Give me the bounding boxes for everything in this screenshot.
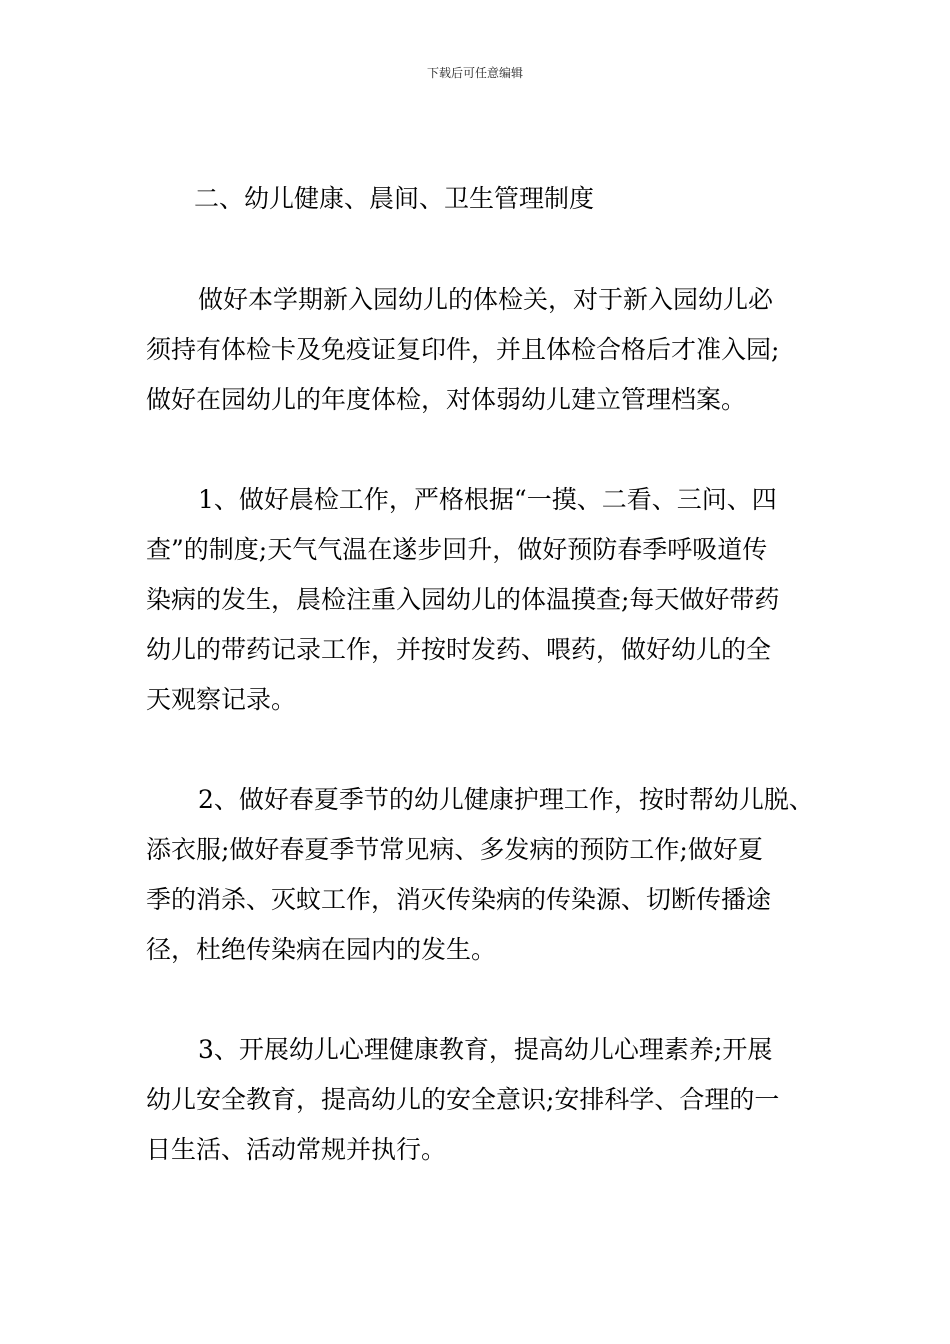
paragraph-line: 季的消杀、灭蚊工作，消灭传染病的传染源、切断传播途 — [146, 885, 772, 914]
paragraph-line: 须持有体检卡及免疫证复印件，并且体检合格后才准入园; — [146, 335, 780, 364]
paragraph-line: 查”的制度;天气气温在遂步回升，做好预防春季呼吸道传 — [146, 535, 768, 564]
page-header: 下载后可任意编辑 — [426, 66, 523, 80]
paragraph-line: 径，杜绝传染病在园内的发生。 — [146, 935, 497, 964]
paragraph-line: 染病的发生，晨检注重入园幼儿的体温摸查;每天做好带药 — [146, 585, 780, 614]
section-heading: 二、幼儿健康、晨间、卫生管理制度 — [194, 184, 595, 213]
paragraph-line: 添衣服;做好春夏季节常见病、多发病的预防工作;做好夏 — [146, 835, 763, 864]
paragraph-line: 天观察记录。 — [146, 685, 297, 714]
paragraph-line: 做好本学期新入园幼儿的体检关，对于新入园幼儿必 — [198, 285, 774, 314]
paragraph-line: 3、开展幼儿心理健康教育，提高幼儿心理素养;开展 — [198, 1035, 773, 1064]
paragraph-line: 幼儿安全教育，提高幼儿的安全意识;安排科学、合理的一 — [146, 1085, 780, 1114]
paragraph-line: 幼儿的带药记录工作，并按时发药、喂药，做好幼儿的全 — [146, 635, 772, 664]
paragraph-line: 做好在园幼儿的年度体检，对体弱幼儿建立管理档案。 — [146, 385, 747, 414]
paragraph-line: 日生活、活动常规并执行。 — [146, 1135, 447, 1164]
paragraph-line: 2、做好春夏季节的幼儿健康护理工作，按时帮幼儿脱、 — [198, 785, 814, 814]
paragraph-line: 1、做好晨检工作，严格根据“一摸、二看、三问、四 — [198, 485, 777, 514]
